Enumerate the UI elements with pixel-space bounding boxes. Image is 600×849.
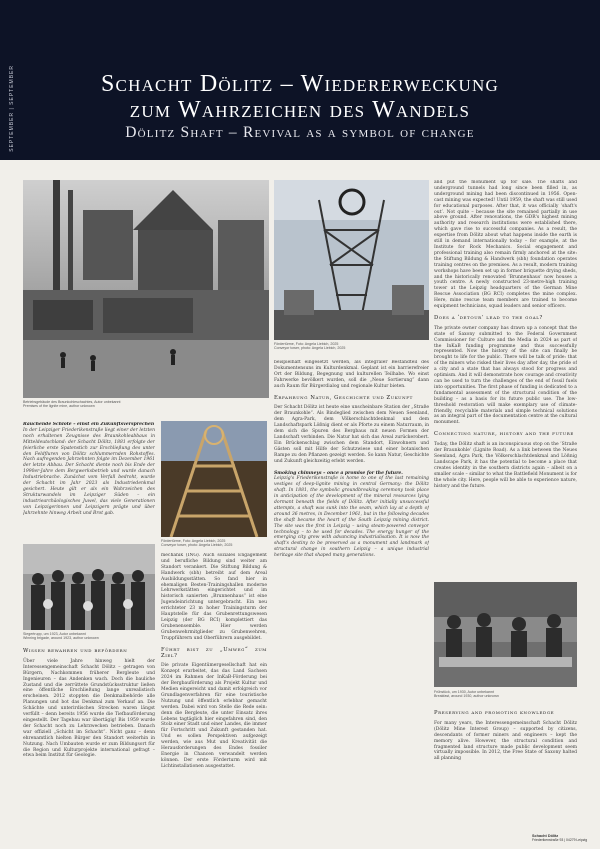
- column-left-intro: [23, 422, 155, 542]
- photo4-caption: [23, 632, 99, 641]
- center-text-main: Der Schacht Dölitz ist heute eine unscheinbare Station der „Straße der Braunkohle“. Als Bindeglied zwischen dem Neuen Seenland, dem Agra-Park, dem Völkerschlachtdenkmal und dem Landschaftspark Lößnig dient er als Pforte zu einem Naturraum, in dem sich die Spuren des Bergbaus mit neuen Formen der Landschaft verbinden. Die Natur hat sich das Areal zurückerobert. Ein Brückenschlag zwischen dem Standort, Einwohnern und Gästen soll mit Hilfe der Schutzwiese und einer botanischen Rampe zu den Pflanzen gezeigt werden. So kann Natur, Geschichte und Zukunft gleichzeitig erlebt werden.: [274, 405, 429, 464]
- photo-miners-group: [23, 544, 155, 630]
- intro-heading: Rauchende Schlote – einst ein Zukunftsversprechen: [23, 422, 155, 427]
- photo5-caption: [434, 690, 499, 699]
- right-text-3: For many years, the Interessengemeinschaft Schacht Dölitz (Dölitz Mine Interest Group) – supported by citizens, descendants of former miners and engineers – kept the memory alive. However, the structural condition and fragmented land structure made public development seem virtually impossible. In 2012, the Free State of Saxony halted all planning: [434, 720, 577, 762]
- right-text-2: Today, the Dölitz shaft is an inconspicuous stop on the ‘Straße der Braunkohle’ (Lignite Road). As a link between the Neues Seenland, Agra Park, the Völkerschlachtdenkmal and Lößnig Landscape Park, it has the potential to become a place that creates identity in the southern districts again – albeit on a smaller scale – similar to what the Battlefield Monument is for the whole city. Here, people will be able to experience nature, history and the future.: [434, 442, 577, 489]
- intro-text: In der Leipziger Friederikenstraße liegt einer der letzten noch erhaltenen Zeugnisse des Braunkohleabbaus in Mitteldeutschland: der Schacht Dölitz, 1881 erfolgte der feierliche erste Spatenstich zur Erschließung des unter den Feldfluren von Dölitz schlummernden Rohstoffes. Nach aufregenden Jahrzehnten folgte im Dezember 1961 der letzte Abbau. Der Schacht diente noch bis Ende der 1990er-Jahre dem Bergwerksbetrieb und wurde danach Industriebrache. Zunächst vom Verfall bedroht, wurde der Schacht im Jahr 2023 als Industriedenkmal gesichert. Heute gilt er als ein Wahrzeichen des Strukturwandels im Leipziger Süden – ein industriearchäologisches Juwel, das viele Generationen von Leipzigerinnen und Leipzigern prägte und über Jahrzehnte hinweg Arbeit und Brot gab.: [23, 427, 155, 516]
- photo2-caption-de: Fördertürme, Foto: Angela Liebich, 2025: [274, 342, 339, 346]
- english-intro-text: Leipzig's Friederikenstraße is home to one of the last remaining vestiges of deep-lignite mining in central Germany: the Dölitz shaft. In 1881, the symbolic groundbreaking ceremony took place in anticipation of the development of the mineral resources lying dormant beneath the fields of Dölitz. After initially unsuccessful attempts, a shaft was sunk into the seam, which lay at a depth of around 36 metres, in December 1961, but in the following decades the shaft became the heart of the South Leipzig mining district. The site was the first in Leipzig – using steam-powered conveyor technology – to be used for decades. The energy hunger of the emerging city grew with advancing industrialisation. It is now the shaft's destiny to be preserved as a monument and landmark of structural change in southern Leipzig – a unique industrial heritage site that shaped many generations.: [274, 476, 429, 559]
- section-heading-nature-en: Connecting nature, history and the future: [434, 431, 574, 438]
- photo1-caption-de: Betriebsgebäude des Braunkohleschachtes, Autor unbekannt: [23, 400, 121, 404]
- photo1-caption: [23, 400, 121, 409]
- column-left-section: [23, 643, 155, 839]
- photo4-caption-de: Siegertrupp, um 1923, Autor unbekannt: [23, 632, 86, 636]
- photo2-caption-en: Conveyor tower, photo: Angela Liebich, 2025: [274, 346, 346, 351]
- middle-text-b: Die private Eigentümergesellschaft hat ein Konzept erarbeitet, das das Land Sachsen 2024 im Rahmen der InKaB-Förderung bei der Bergbauförderung als Projekt Kultur und Medien eingereicht und damit erfolgreich vor Grundlagenverfahren für eine touristische Nutzung und öffentlich erlebbar gemacht werden. Dabei wird von Stelle die Rede sein: denn die Bergleute, die unter Einsatz ihres Lebens tagtäglich hier eingefahren sind, den Stolz einer Stadt und einer Landes, die immer für Fortschritt und Zukunft gestanden hat. Und es sollen Perspektiven aufgezeigt werden, wie aus Mut und Kreativität die Herausforderungen des Endes fossiler Energie in Chancen verwandelt werden können. Der erste Förderturm wird mit Lichtinstallationen ausgestattet.: [161, 663, 267, 769]
- photo1-caption-en: Premises of the lignite mine, author unknown: [23, 404, 95, 409]
- column-right-bottom: [434, 705, 577, 830]
- header-banner: [0, 0, 600, 160]
- right-text-1: The private owner company has drawn up a concept that the state of Saxony submitted to the Federal Government Commissioner for Culture and the Media in 2024 as part of the InKaB funding programme and thus successfully represented. Now the history of the site can finally be brought to life for the public. There will be talk of pride: that of the miners who risked their lives day after day, the pride of a city and a state that has always stood for progress and optimism. And it will demonstrate how courage and creativity can be used to turn the challenges of the end of fossil fuels into opportunities. The first phase of funding is dedicated to a fundamental assessment of the structural condition of the building – as a basis for its future public use. The low-threshold restoration will make exemplary use of climate-friendly, recyclable materials and simple technical solutions as an integral part of the documentation centre at the cultural monument.: [434, 325, 577, 426]
- vertical-month-label: SEPTEMBER | SEPTEMBER: [9, 65, 15, 152]
- photo-headframe: [274, 180, 429, 340]
- photo5-caption-de: Frühstück, um 1930, Autor unbekannt: [434, 690, 494, 694]
- section-heading-knowledge: Wissen bewahren und befördern: [23, 648, 128, 654]
- section-heading-knowledge-en: Preserving and promoting knowledge: [434, 710, 555, 716]
- photo5-caption-en: Breakfast, around 1930, author unknown: [434, 694, 499, 699]
- photo3-caption-en: Conveyor tower, photo: Angela Liebich, 2025: [161, 543, 233, 548]
- page-title-line-2: zum Wahrzeichen des Wandels: [129, 97, 471, 123]
- footer-logo: [532, 834, 587, 842]
- photo3-caption: [161, 539, 232, 548]
- photo-breakfast: [434, 582, 577, 687]
- center-text-top: beispielhaft eingesetzt werden, als integraler Bestandteil des Dokumentensuns im Kulturdenkmal. Geplant ist ein barrierefreier Ort der Bildung, Begegnung und kulturellen Teilhabe. Wo einst Fahrwerke bevölkert wurden, soll die „Neue Sortierung“ dann auch Raum für Bürgerdialog und regionale Kultur bieten.: [274, 360, 429, 389]
- page-title-line-1: Schacht Dölitz – Wiedererweckung: [101, 71, 499, 97]
- logo-name: Schacht Dölitz: [532, 834, 559, 838]
- photo4-caption-en: Winning brigade, around 1923, author unknown: [23, 636, 99, 641]
- section-text-knowledge: Über viele Jahre hinweg hielt der Interessengemeinschaft Schacht Dölitz – getragen von Bürgern, Nachkommen früherer Bergleute und Ingenieuren – das Andenken wach. Doch die bauliche Zustand und die zerrüttete Grundstücksstruktur ließen eine öffentliche Erschließung lange unrealistisch erscheinen. 2012 stoppten die Denkmalbehörde alle Planungen und bot das Denkmal zum Verkauf an. Die Schächte und unterirdischen Strecken waren längst verfüllt – denn bereits 1956 wurde die Tiefbauförderung eingestellt. Der Tagebau war übertägig! Bis 1959 wurde der Schacht noch zu Lehrzwecken betrieben. Danach war offiziell „Schicht im Schacht“. Nicht ganz – denn ehrenamtlich hielten Bürger den Standort weiterhin in Nutzung. Nach Umbauten wurde er zum Bildungsort für die Region und Kulturprojekte international gefragt – etwa beim Institut für Geologie.: [23, 658, 155, 759]
- logo-address: Friederikenstraße 93 | 04279 Leipzig: [532, 838, 588, 843]
- page-subtitle: Dölitz Shaft – Revival as a symbol of change: [125, 124, 475, 141]
- photo2-caption: [274, 342, 345, 351]
- column-right: [434, 180, 577, 578]
- middle-text-a: mechanik (ING). Auch soziales Engagement und berufliche Bildung sind weiter am Standort verankert. Die Stiftung Bildung & Handwerk (sbh) betreibt auf dem Areal Ausbildungsstätten. So fand hier in ehemaligen Besten-Trainingshallen moderne Lehrwerkstätten eingerichtet und im historisch sanierten „Brunnenhaus“ ist eine Jugendeinrichtung untergebracht. Ein neu errichteter 23 m hoher Trainingsturm der Hauptstelle für das Grubenrettungswesen Leipzig (der BG RCI) komplettiert das Grubenensemble. Hier werden Grubenwehrmitglieder zu Grubenwehren, Truppführern und Oberführern ausgebildet.: [161, 553, 267, 641]
- right-text-top: and put the monument up for sale. The shafts and underground tunnels had long since been filled in, as underground mining had been discontinued in 1956. Open-cast mining was expected! Until 1959, the shaft was still used for educational purposes. After that, it was officially ‘shaft's out’. Not quite – because the site remained partially in use above ground. After renovations, the GDR's highest mining authority and research institutions were established there, which gave rise to successful companies. As a result, the expertise from Dölitz about what happens inside the earth is still in demand internationally today – for example, at the Institute for Rock Mechanics. Social engagement and professional training also remain firmly anchored at the site: the Stiftung Bildung & Handwerk (sbh) foundation operates training centres on the premises. As a result, modern training workshops have been set up in former briquette drying sheds, and the historically renovated ‘Brunnenhaus’ now houses a youth centre. A newly constructed 23-metre-high training tower at the Leipzig headquarters of the German Mine Rescue Association (BG RCI) completes the mine complex. Here, mine rescue team members are trained to become equipment technicians, squad leaders and senior officers.: [434, 180, 577, 310]
- photo-mine-buildings: [23, 180, 269, 398]
- section-heading-nature: Erfahrung Natur, Geschichte und Zukunft: [274, 394, 413, 401]
- english-intro-heading: Smoking chimneys – once a promise for the future.: [274, 470, 403, 476]
- column-middle: [161, 553, 267, 839]
- section-heading-detour: Führt bist zu „Umweg“ zum Ziel?: [161, 646, 267, 659]
- section-heading-detour-en: Does a ‘detour’ lead to the goal?: [434, 314, 543, 321]
- photo-tower-interior: [161, 421, 267, 537]
- column-center: [274, 360, 429, 839]
- photo3-caption-de: Fördertürme, Foto: Angela Liebich, 2025: [161, 539, 226, 543]
